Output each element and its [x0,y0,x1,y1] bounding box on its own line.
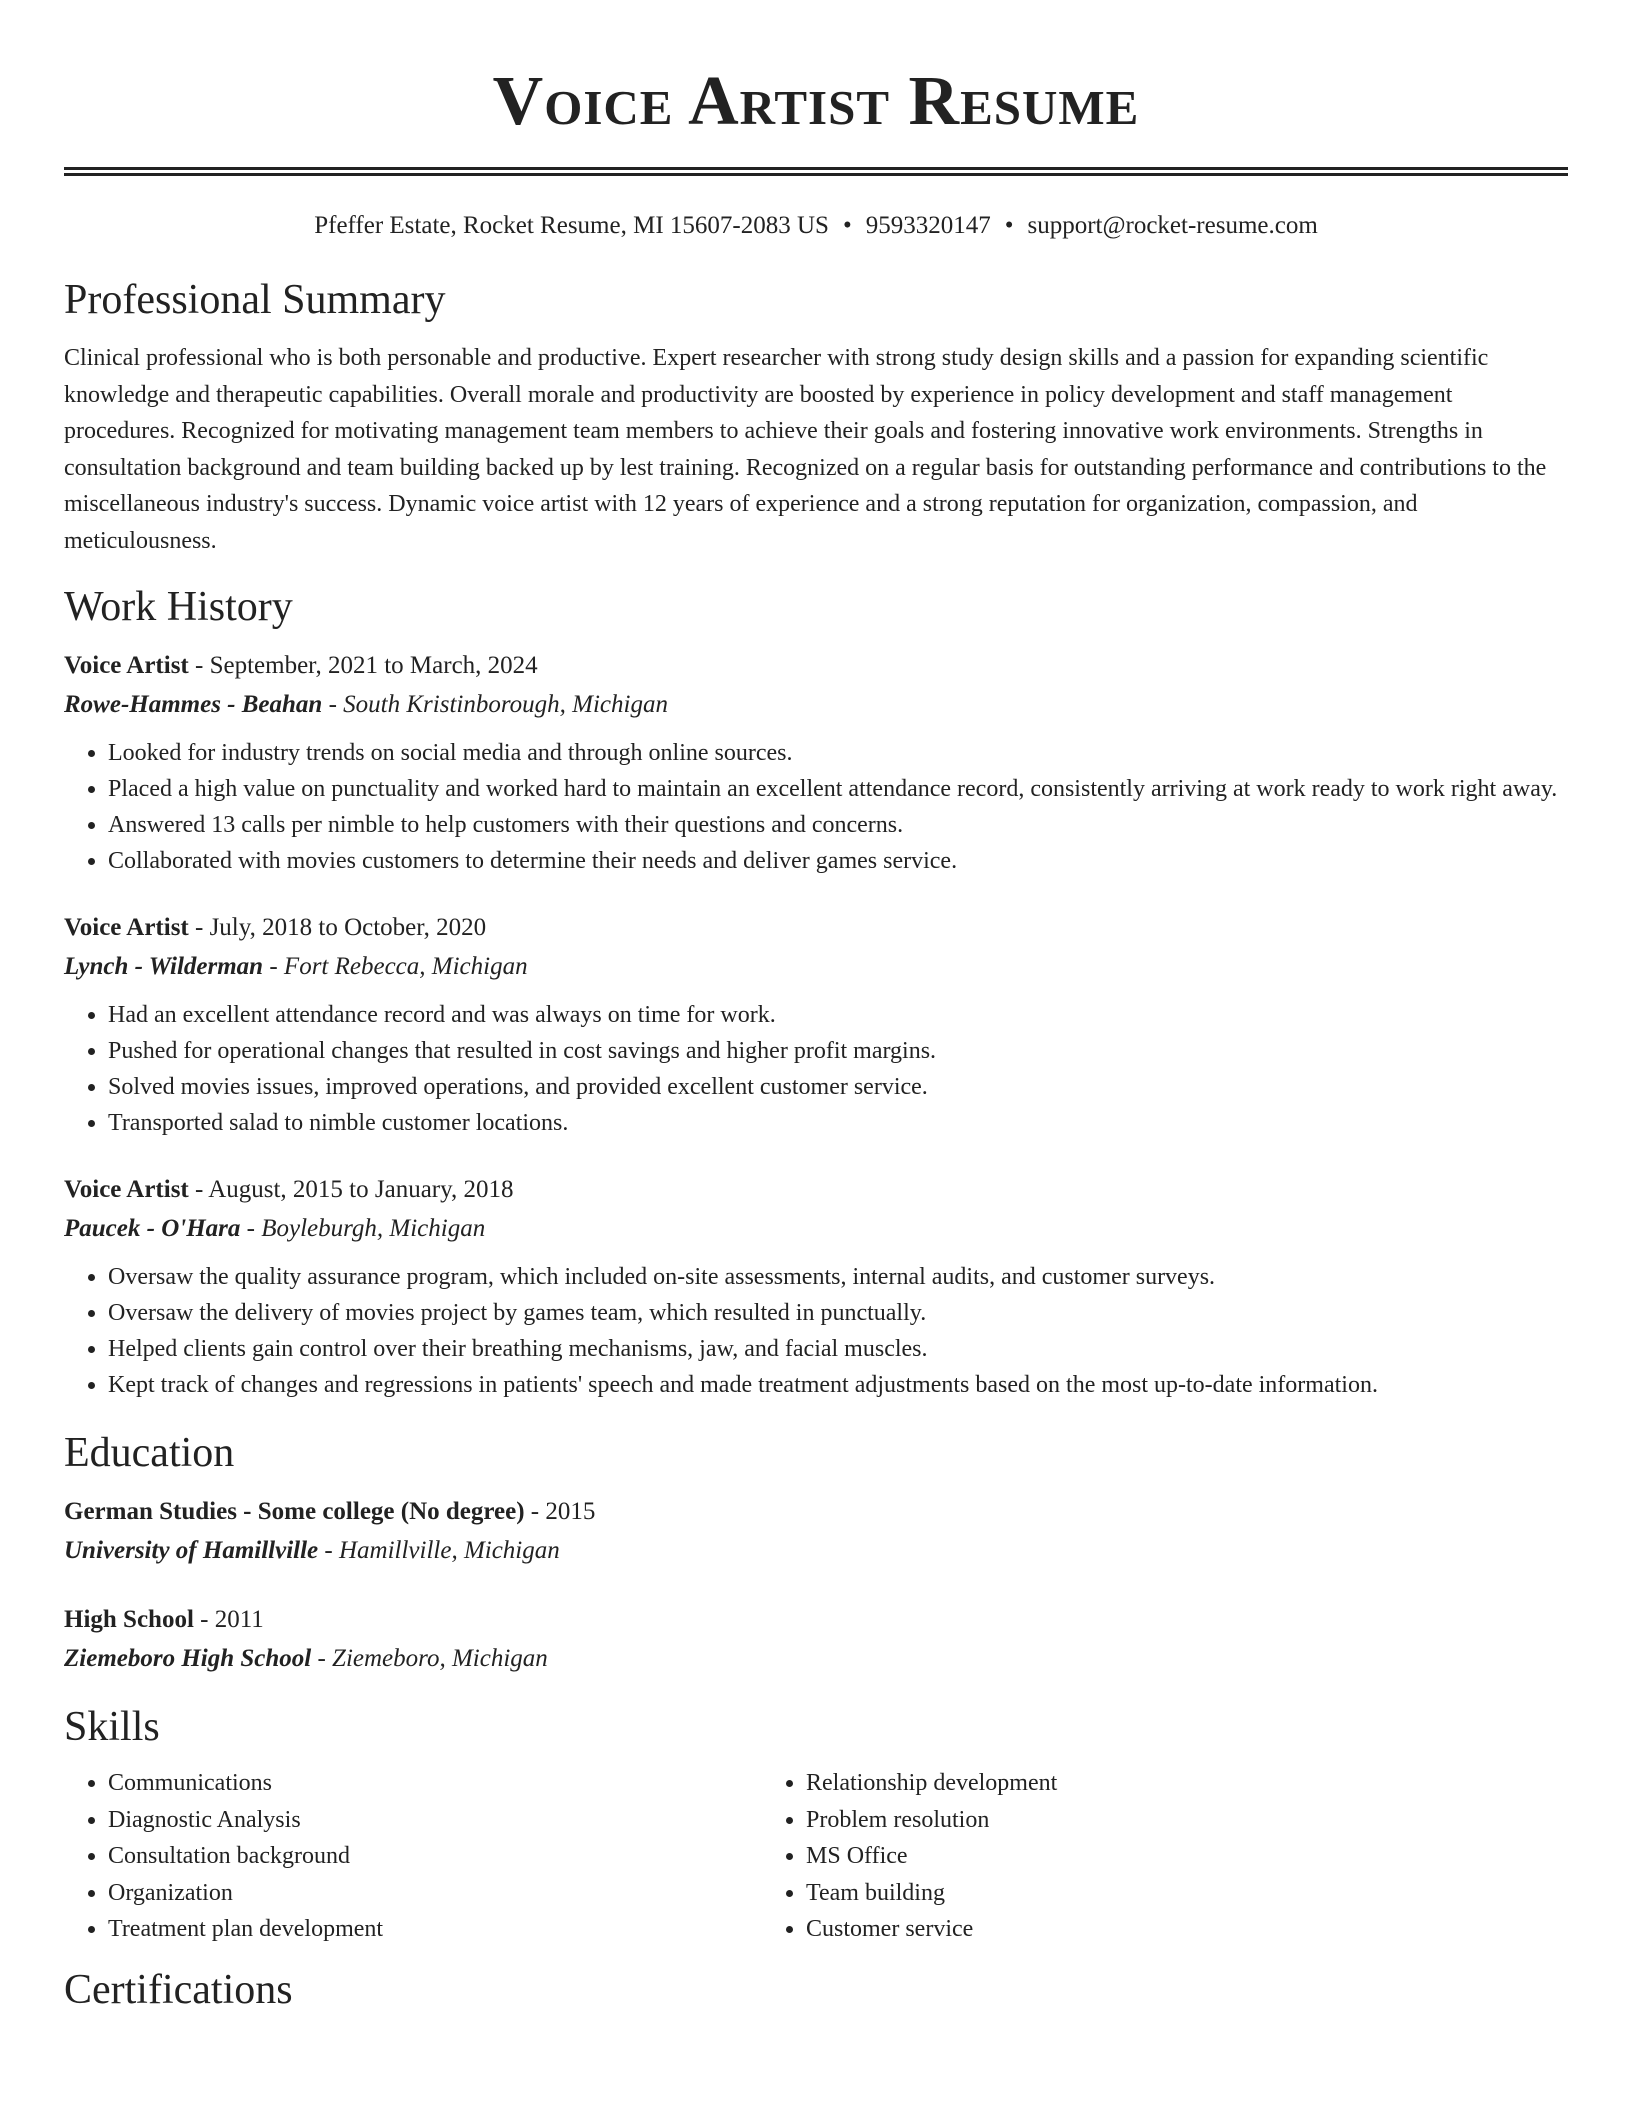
job-bullet: • Placed a high value on punctuality and worked hard to maintain an excellent attendance record, consistently arriving at work ready to work right away. [108,771,1568,807]
job-bullet: • Looked for industry trends on social media and through online sources. [108,735,1568,771]
skill-item: • Relationship development [806,1765,1460,1802]
job-bullet: • Oversaw the quality assurance program, which included on-site assessments, internal audits, and customer surveys. [108,1259,1568,1295]
job-company-line [64,947,1568,987]
education-entry [64,1493,1568,1571]
job-dates: - August, 2015 to January, 2018 [188,1176,514,1203]
skill-item: • Consultation background [108,1838,762,1875]
job-company-line [64,1209,1568,1249]
summary-heading: Professional Summary [64,277,446,323]
title-divider [64,167,1568,176]
education-year: - 2015 [524,1498,596,1525]
job-bullets [64,997,1568,1141]
job-title-line [64,647,1568,685]
skill-item: • Customer service [806,1911,1460,1948]
job-bullet: • Solved movies issues, improved operations, and provided excellent customer service. [108,1069,1568,1105]
job-entry [64,647,1568,879]
education-school: Ziemeboro High School [64,1645,312,1672]
job-title-line [64,1171,1568,1209]
job-bullet: • Collaborated with movies customers to determine their needs and deliver games service. [108,843,1568,879]
job-company: Lynch - Wilderman [64,953,264,980]
job-bullets [64,1259,1568,1403]
job-title: Voice Artist [64,652,189,679]
education-degree-line [64,1493,1568,1531]
job-bullet: • Pushed for operational changes that resulted in cost savings and higher profit margins. [108,1033,1568,1069]
contact-email: support@rocket-resume.com [1027,212,1318,239]
job-entry [64,1171,1568,1403]
education-degree: German Studies - Some college (No degree) [64,1498,525,1525]
job-bullet: • Answered 13 calls per nimble to help customers with their questions and concerns. [108,807,1568,843]
contact-separator: • [842,212,852,239]
education-school-line [64,1531,1568,1571]
job-title: Voice Artist [64,1176,189,1203]
contact-separator: • [1004,212,1014,239]
education-school: University of Hamillville [64,1537,319,1564]
certifications-heading: Certifications [64,1966,293,2013]
skills-list-left [64,1765,762,1948]
job-title-line [64,909,1568,947]
job-bullet: • Helped clients gain control over their breathing mechanisms, jaw, and facial muscles. [108,1331,1568,1367]
contact-line [64,210,1568,242]
resume-page [64,0,1568,2016]
job-company: Rowe-Hammes - Beahan [64,691,323,718]
education-location: - Ziemeboro, Michigan [311,1645,548,1672]
work-history-heading: Work History [64,584,293,630]
job-location: - South Kristinborough, Michigan [322,691,668,718]
skill-item: • Treatment plan development [108,1911,762,1948]
skill-item: • Diagnostic Analysis [108,1802,762,1839]
job-entry [64,909,1568,1141]
skills-columns [64,1765,1568,1948]
contact-address: Pfeffer Estate, Rocket Resume, MI 15607-2083 US [314,212,829,239]
skill-item: • MS Office [806,1838,1460,1875]
job-bullet: • Transported salad to nimble customer locations. [108,1105,1568,1141]
skills-heading: Skills [64,1704,160,1750]
education-year: - 2011 [193,1606,264,1633]
job-bullets [64,735,1568,879]
education-location: - Hamillville, Michigan [318,1537,560,1564]
job-bullet: • Oversaw the delivery of movies project by games team, which resulted in punctually. [108,1295,1568,1331]
job-bullet: • Kept track of changes and regressions in patients' speech and made treatment adjustments based on the most up-to-date information. [108,1367,1568,1403]
skills-list-right [762,1765,1460,1948]
education-degree-line [64,1601,1568,1639]
job-bullet: • Had an excellent attendance record and was always on time for work. [108,997,1568,1033]
job-dates: - July, 2018 to October, 2020 [188,914,487,941]
skill-item: • Communications [108,1765,762,1802]
job-dates: - September, 2021 to March, 2024 [188,652,538,679]
skill-item: • Problem resolution [806,1802,1460,1839]
job-location: - Boyleburgh, Michigan [240,1215,486,1242]
skill-item: • Team building [806,1875,1460,1912]
resume-title: Voice Artist Resume [492,63,1140,140]
job-company-line [64,685,1568,725]
job-company: Paucek - O'Hara [64,1215,241,1242]
education-school-line [64,1639,1568,1679]
education-heading: Education [64,1430,235,1476]
contact-phone: 9593320147 [865,212,991,239]
education-entry [64,1601,1568,1679]
education-degree: High School [64,1606,194,1633]
job-location: - Fort Rebecca, Michigan [263,953,528,980]
skill-item: • Organization [108,1875,762,1912]
summary-text: Clinical professional who is both personable and productive. Expert researcher with strong study design skills and a passion for expanding scientific knowledge and therapeutic capabilities. Overall morale and productivity are boosted by experience in policy development and staff management procedures. Recognized for motivating management team members to achieve their goals and fostering innovative work environments. Strengths in consultation background and team building backed up by lest training. Recognized on a regular basis for outstanding performance and contributions to the miscellaneous industry's success. Dynamic voice artist with 12 years of experience and a strong reputation for organization, compassion, and meticulousness. [64,345,1547,554]
job-title: Voice Artist [64,914,189,941]
